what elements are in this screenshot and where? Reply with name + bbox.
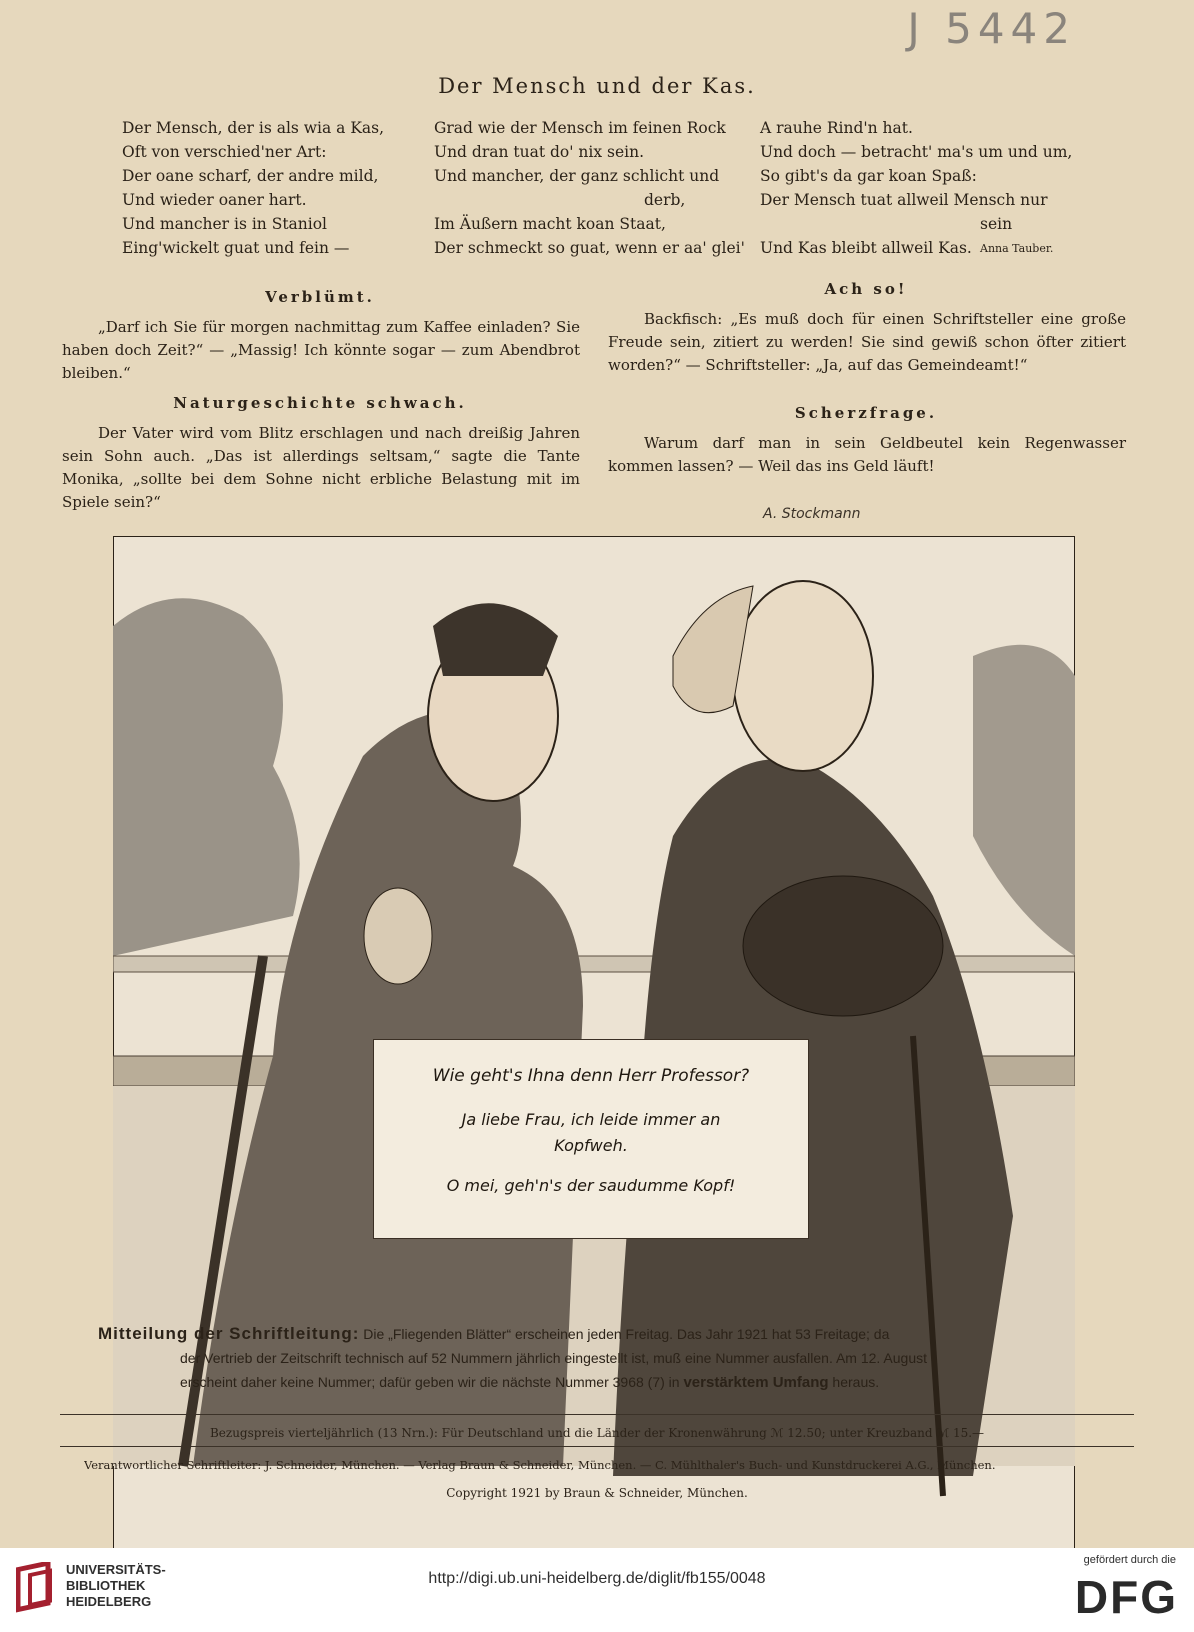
poem-line: Und wieder oaner hart.: [122, 191, 307, 209]
notice-line: Die „Fliegenden Blätter“ erscheinen jeden Freitag. Das Jahr 1921 hat 53 Freitage; da: [363, 1326, 890, 1342]
joke-heading-achso: Ach so!: [824, 280, 908, 298]
poem-line: Und doch — betracht' ma's um und um,: [760, 143, 1073, 161]
poem-line: Oft von verschied'ner Art:: [122, 143, 327, 161]
copyright: Copyright 1921 by Braun & Schneider, München.: [446, 1486, 748, 1500]
notice-line: der Vertrieb der Zeitschrift technisch auf 52 Nummern jährlich eingestellt ist, muß eine Nummer ausfallen. Am 12. August: [180, 1350, 928, 1366]
library-line: HEIDELBERG: [66, 1594, 152, 1609]
poem-line: Der Mensch tuat allweil Mensch nur: [760, 191, 1048, 209]
poem-column-2: [434, 116, 745, 260]
poem-line: So gibt's da gar koan Spaß:: [760, 167, 977, 185]
artist-signature: A. Stockmann: [763, 506, 861, 522]
poem-line: Und Kas bleibt allweil Kas.: [760, 239, 972, 257]
poem-line: Und mancher is in Staniol: [122, 215, 328, 233]
joke-heading-scherzfrage: Scherzfrage.: [794, 404, 938, 422]
dfg-logo: DFG: [1074, 1571, 1178, 1623]
poem-line: A rauhe Rind'n hat.: [760, 119, 913, 137]
caption-line: O mei, geh'n's der saudumme Kopf!: [446, 1176, 736, 1195]
joke-text-naturgeschichte: Der Vater wird vom Blitz erschlagen und nach dreißig Jahren sein Sohn auch. „Das ist allerdings seltsam,“ sagte die Tante Monika, „sollte bei dem Sohne nicht erbliche Belastung mit im Spiele sein?“: [62, 424, 580, 511]
joke-heading-verbluemt: Verblümt.: [265, 288, 375, 306]
poem-column-1: [122, 116, 384, 260]
poem-line: sein: [980, 215, 1013, 233]
archive-mark: J 5442: [907, 4, 1076, 53]
poem-line: Und mancher, der ganz schlicht und: [434, 167, 720, 185]
library-line: BIBLIOTHEK: [66, 1578, 146, 1593]
caption-box: [373, 1039, 809, 1239]
poem-column-3: [760, 116, 1072, 260]
notice-line: heraus.: [832, 1374, 880, 1390]
joke-heading-naturgeschichte: Naturgeschichte schwach.: [173, 394, 467, 412]
joke-text-verbluemt: „Darf ich Sie für morgen nachmittag zum Kaffee einladen? Sie haben doch Zeit?“ — „Massig! Ich könnte sogar — zum Abendbrot bleiben.“: [62, 318, 580, 382]
poem-title: Der Mensch und der Kas.: [438, 74, 756, 98]
notice-emphasis: verstärktem Umfang: [683, 1374, 829, 1391]
source-url[interactable]: http://digi.ub.uni-heidelberg.de/diglit/fb155/0048: [428, 1570, 766, 1587]
caption-line: Kopfweh.: [554, 1136, 628, 1155]
digitization-footer: [0, 1548, 1194, 1632]
joke-text-achso: Backfisch: „Es muß doch für einen Schriftsteller eine große Freude sein, zitiert zu werden! Sie sind gewiß schon öfter zitiert worden?“ — Schriftsteller: „Ja, auf das Gemeindeamt!“: [608, 310, 1126, 374]
poem-line: Grad wie der Mensch im feinen Rock: [434, 119, 726, 137]
poem-line: Und dran tuat do' nix sein.: [434, 143, 645, 161]
poem-line: derb,: [644, 191, 686, 209]
subscription-price: Bezugspreis vierteljährlich (13 Nrn.): Für Deutschland und die Länder der Kronenwährung ℳ 12.50; unter Kreuzband ℳ 15.—: [209, 1426, 985, 1440]
notice-line: erscheint daher keine Nummer; dafür geben wir die nächste Nummer 3968 (7) in: [180, 1374, 680, 1390]
poem-line: Der oane scharf, der andre mild,: [122, 167, 379, 185]
poem-author: Anna Tauber.: [980, 242, 1054, 255]
cartoon-illustration: [113, 506, 1075, 1602]
library-line: UNIVERSITÄTS-: [66, 1562, 166, 1577]
caption-line: Wie geht's Ihna denn Herr Professor?: [432, 1066, 750, 1086]
poem-line: Der Mensch, der is als wia a Kas,: [122, 119, 385, 137]
poem-line: Eing'wickelt guat und fein —: [122, 239, 350, 257]
caption-line: Ja liebe Frau, ich leide immer an: [461, 1110, 721, 1129]
notice-label: Mitteilung der Schriftleitung:: [98, 1324, 360, 1343]
editor-imprint: Verantwortlicher Schriftleiter: J. Schneider, München. — Verlag Braun & Schneider, München. — C. Mühlthaler's Buch- und Kunstdruckerei A.G., München.: [84, 1458, 996, 1472]
joke-text-scherzfrage: Warum darf man in sein Geldbeutel kein Regenwasser kommen lassen? — Weil das ins Geld läuft!: [608, 434, 1126, 475]
poem-line: Im Äußern macht koan Staat,: [434, 215, 666, 233]
funded-by: gefördert durch die: [1083, 1554, 1176, 1566]
poem-line: Der schmeckt so guat, wenn er aa' glei': [434, 239, 745, 257]
